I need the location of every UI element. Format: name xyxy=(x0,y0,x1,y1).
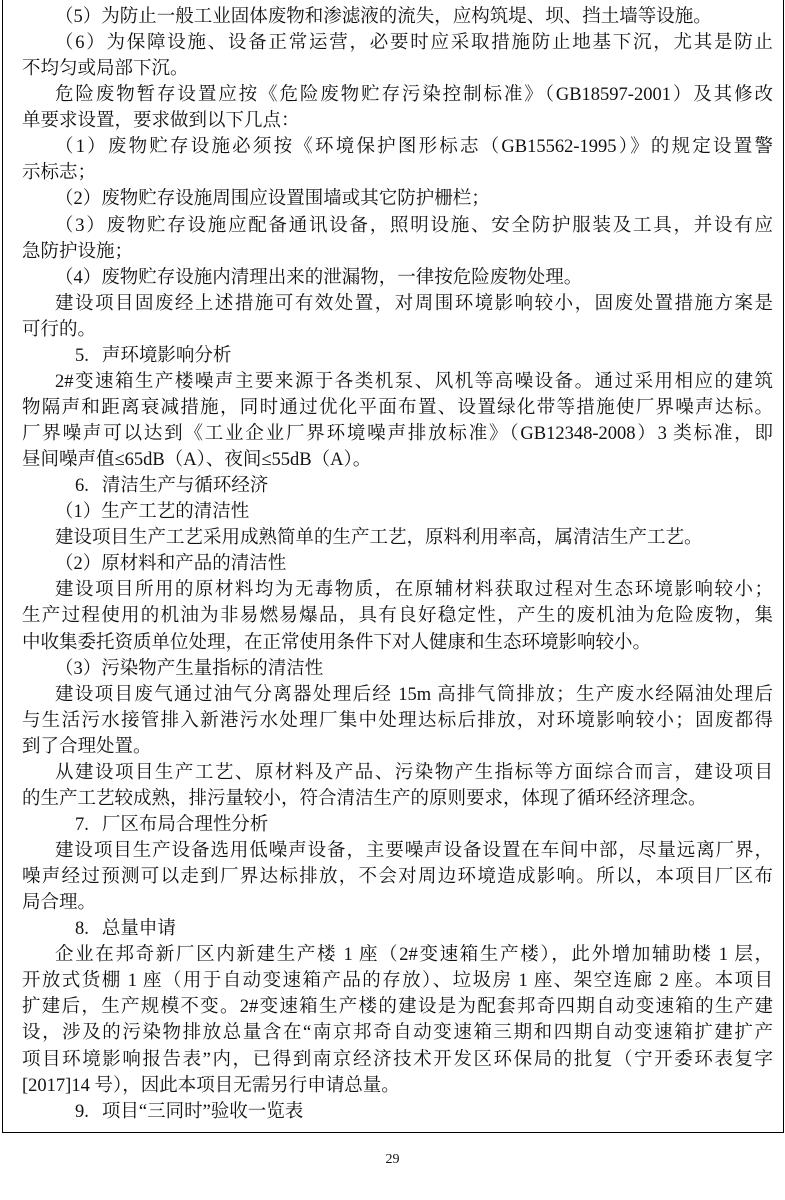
body-line: （3）废物贮存设施应配备通讯设备，照明设施、安全防护服装及工具，并设有应 xyxy=(55,215,773,236)
body-line: 开放式货棚 1 座（用于自动变速箱产品的存放）、垃圾房 1 座、架空连廊 2 座。本项目 xyxy=(22,971,773,992)
body-line: 局合理。 xyxy=(22,893,97,914)
section-heading xyxy=(75,1099,773,1125)
body-line: 建设项目生产设备选用低噪声设备，主要噪声设备设置在车间中部，尽量远离厂界， xyxy=(55,841,773,861)
body-line: 危险废物暂存设置应按《危险废物贮存污染控制标准》（GB18597-2001）及其修改 xyxy=(55,85,773,106)
body-line: 建设项目废气通过油气分离器处理后经 15m 高排气筒排放；生产废水经隔油处理后 xyxy=(55,684,773,705)
body-line: 从建设项目生产工艺、原材料及产品、污染物产生指标等方面综合而言，建设项目 xyxy=(55,762,773,783)
body-line: （2）原材料和产品的清洁性 xyxy=(55,554,287,575)
body-line: （5）为防止一般工业固体废物和渗滤液的流失，应构筑堤、坝、挡土墙等设施。 xyxy=(55,7,712,27)
section-heading xyxy=(75,473,773,499)
section-heading xyxy=(75,916,773,942)
body-line: [2017]14 号），因此本项目无需另行申请总量。 xyxy=(22,1075,400,1096)
body-line: 建设项目所用的原材料均为无毒物质，在原辅材料获取过程对生态环境影响较小； xyxy=(55,580,773,601)
section-title: 清洁生产与循环经济 xyxy=(101,476,269,497)
body-line: 中收集委托资质单位处理，在正常使用条件下对人健康和生态环境影响较小。 xyxy=(22,632,652,653)
body-line: 可行的。 xyxy=(22,319,97,340)
section-title: 总量申请 xyxy=(101,919,176,940)
body-line: （2）废物贮存设施周围应设置围墙或其它防护栅栏； xyxy=(55,189,490,210)
section-title: 声环境影响分析 xyxy=(101,345,232,366)
body-line: 昼间噪声值≤65dB（A）、夜间≤55dB（A）。 xyxy=(22,450,372,471)
page-number: 29 xyxy=(385,1152,400,1167)
section-number: 8. xyxy=(75,919,89,940)
section-heading xyxy=(75,812,773,838)
body-line: 的生产工艺较成熟，排污量较小，符合清洁生产的原则要求，体现了循环经济理念。 xyxy=(22,788,707,809)
section-title: 厂区布局合理性分析 xyxy=(101,814,269,835)
body-line: 厂界噪声可以达到《工业企业厂界环境噪声排放标准》（GB12348-2008）3 类标准，即 xyxy=(22,424,773,444)
body-line: 单要求设置，要求做到以下几点： xyxy=(22,111,300,132)
body-line: （3）污染物产生量指标的清洁性 xyxy=(55,658,324,679)
section-heading xyxy=(75,343,773,369)
body-line: （6）为保障设施、设备正常运营，必要时应采取措施防止地基下沉，尤其是防止 xyxy=(55,33,773,54)
body-line: 生产过程使用的机油为非易燃易爆品，具有良好稳定性，产生的废机油为危险废物，集 xyxy=(22,606,773,627)
section-number: 7. xyxy=(75,814,89,835)
body-line: （1）生产工艺的清洁性 xyxy=(55,502,250,523)
body-line: 噪声经过预测可以走到厂界达标排放，不会对周边环境造成影响。所以，本项目厂区布 xyxy=(22,867,773,888)
body-line: 企业在邦奇新厂区内新建生产楼 1 座（2#变速箱生产楼），此外增加辅助楼 1 层， xyxy=(55,945,773,966)
body-line: 2#变速箱生产楼噪声主要来源于各类机泵、风机等高噪设备。通过采用相应的建筑 xyxy=(55,371,773,392)
section-title: 项目“三同时”验收一览表 xyxy=(101,1101,304,1122)
body-line: 急防护设施； xyxy=(22,241,134,262)
section-number: 9. xyxy=(75,1101,89,1122)
body-line: 与生活污水接管排入新港污水处理厂集中处理达标后排放，对环境影响较小；固废都得 xyxy=(22,710,773,731)
body-line: 物隔声和距离衰减措施，同时通过优化平面布置、设置绿化带等措施使厂界噪声达标。 xyxy=(22,397,773,418)
body-line: 扩建后，生产规模不变。2#变速箱生产楼的建设是为配套邦奇四期自动变速箱的生产建 xyxy=(22,997,773,1018)
document-body xyxy=(0,4,785,1125)
body-line: 设，涉及的污染物排放总量含在“南京邦奇自动变速箱三期和四期自动变速箱扩建扩产 xyxy=(22,1023,773,1044)
body-line: 建设项目生产工艺采用成熟简单的生产工艺，原料利用率高，属清洁生产工艺。 xyxy=(55,528,703,549)
body-line: 到了合理处置。 xyxy=(22,736,152,757)
section-number: 6. xyxy=(75,476,89,497)
body-line: 项目环境影响报告表”内，已得到南京经济技术开发区环保局的批复（宁开委环表复字 xyxy=(22,1049,773,1070)
body-line: 不均匀或局部下沉。 xyxy=(22,59,189,80)
body-line: （1）废物贮存设施必须按《环境保护图形标志（GB15562-1995）》的规定设置警 xyxy=(55,137,773,158)
section-number: 5. xyxy=(75,345,89,366)
body-line: （4）废物贮存设施内清理出来的泄漏物，一律按危险废物处理。 xyxy=(55,267,583,288)
body-line: 建设项目固废经上述措施可有效处置，对周围环境影响较小，固废处置措施方案是 xyxy=(55,293,773,314)
body-line: 示标志； xyxy=(22,163,97,184)
